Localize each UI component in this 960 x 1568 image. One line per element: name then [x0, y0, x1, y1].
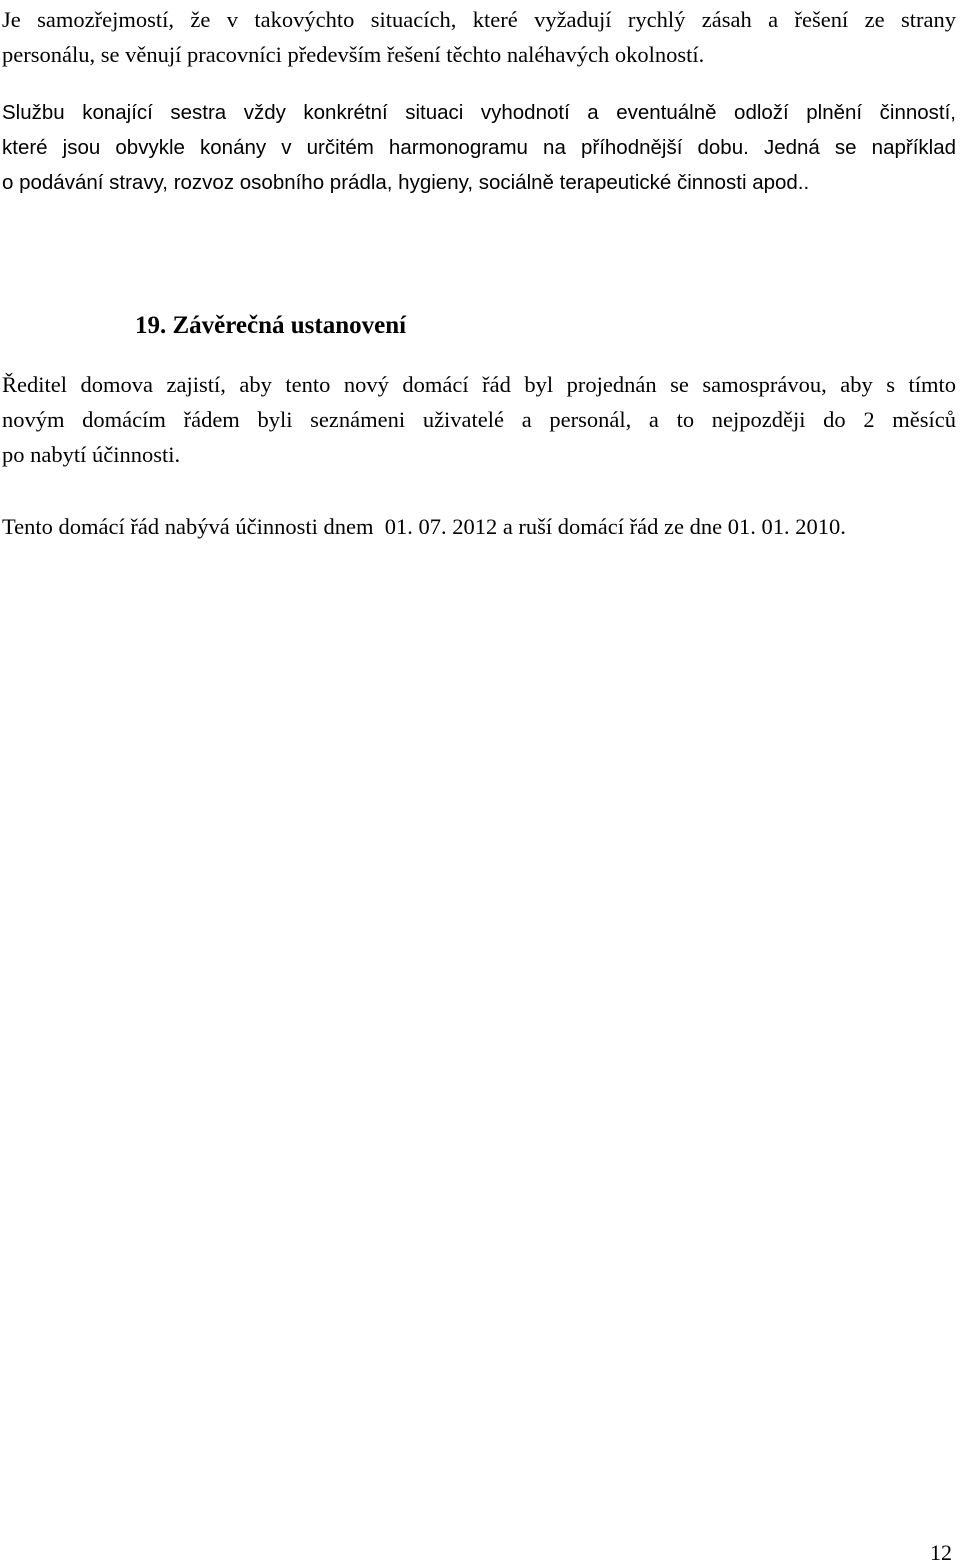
service-line-1: Službu konající sestra vždy konkrétní situaci vyhodnotí a eventuálně odloží plnění činností,	[2, 101, 956, 124]
director-line-2: novým domácím řádem byli seznámeni uživatelé a personál, a to nejpozději do 2 měsíců	[2, 407, 956, 432]
director-line-1: Ředitel domova zajistí, aby tento nový domácí řád byl projednán se samosprávou, aby s tímto	[2, 372, 956, 397]
intro-line-1: Je samozřejmostí, že v takovýchto situacích, které vyžadují rychlý zásah a řešení ze strany	[2, 7, 956, 32]
intro-paragraph	[2, 2, 956, 72]
effective-date-paragraph: Tento domácí řád nabývá účinnosti dnem 01. 07. 2012 a ruší domácí řád ze dne 01. 01. 2010.	[2, 514, 846, 539]
service-line-2-text: které jsou obvykle konány v určitém harmonogramu na příhodnější dobu.	[2, 136, 749, 159]
page-number: 12	[930, 1540, 952, 1565]
service-line-3: o podávání stravy, rozvoz osobního prádla, hygieny, sociálně terapeutické činnosti apod..	[2, 171, 810, 194]
director-line-3: po nabytí účinnosti.	[2, 442, 181, 467]
section-heading: 19. Závěrečná ustanovení	[135, 312, 407, 339]
director-paragraph	[2, 367, 956, 472]
intro-line-2: personálu, se věnují pracovníci především řešení těchto naléhavých okolností.	[2, 42, 705, 67]
service-line-2-tail: Jedná se například	[763, 136, 956, 159]
service-line-2	[2, 130, 956, 165]
service-paragraph	[2, 95, 956, 200]
